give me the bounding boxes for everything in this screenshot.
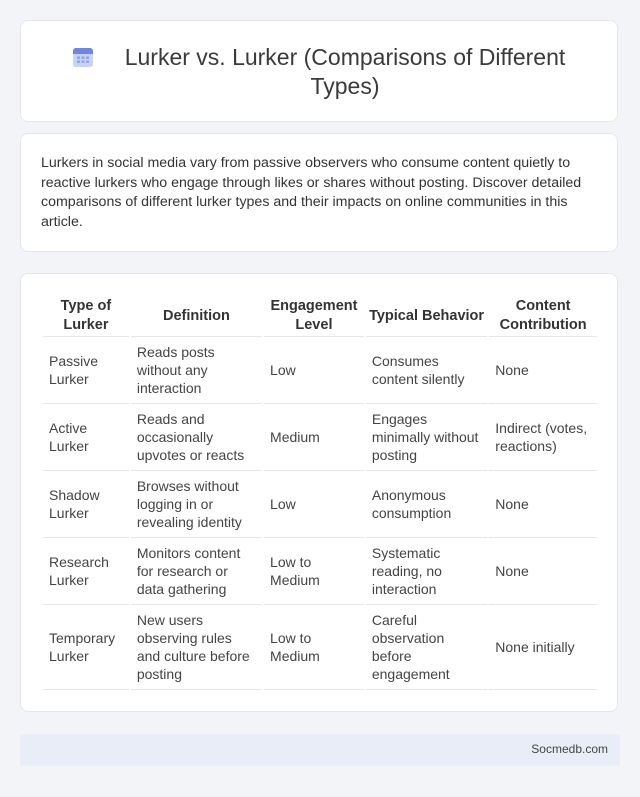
footer-bar bbox=[20, 734, 620, 766]
table-cell: None bbox=[489, 337, 597, 404]
column-header: Definition bbox=[131, 296, 262, 337]
source-credit: Socmedb.com bbox=[531, 742, 608, 756]
table-cell: None bbox=[489, 538, 597, 605]
table-cell: Careful observation before engagement bbox=[366, 605, 487, 690]
table-cell: Consumes content silently bbox=[366, 337, 487, 404]
table-cell: Low bbox=[264, 471, 364, 538]
page-title: Lurker vs. Lurker (Comparisons of Different Types) bbox=[124, 44, 566, 99]
table-cell: Passive Lurker bbox=[43, 337, 129, 404]
table-cell: Reads posts without any interaction bbox=[131, 337, 262, 404]
table-cell: Browses without logging in or revealing identity bbox=[131, 471, 262, 538]
table-row bbox=[43, 471, 597, 538]
table-cell: Monitors content for research or data gathering bbox=[131, 538, 262, 605]
column-header: Typical Behavior bbox=[366, 296, 487, 337]
table-cell: Research Lurker bbox=[43, 538, 129, 605]
table-cell: Active Lurker bbox=[43, 404, 129, 471]
table-cell: Reads and occasionally upvotes or reacts bbox=[131, 404, 262, 471]
table-cell: Systematic reading, no interaction bbox=[366, 538, 487, 605]
table-cell: Low bbox=[264, 337, 364, 404]
table-cell: Shadow Lurker bbox=[43, 471, 129, 538]
table-cell: Low to Medium bbox=[264, 538, 364, 605]
table-header-row bbox=[43, 296, 597, 337]
column-header: Engagement Level bbox=[264, 296, 364, 337]
table-cell: None bbox=[489, 471, 597, 538]
table-row bbox=[43, 605, 597, 690]
intro-paragraph: Lurkers in social media vary from passive observers who consume content quietly to reactive lurkers who engage through likes or shares without posting. Discover detailed comparisons of different lurker types and their impacts on online communities in this article. bbox=[41, 155, 582, 230]
table-cell: New users observing rules and culture before posting bbox=[131, 605, 262, 690]
table-cell: Temporary Lurker bbox=[43, 605, 129, 690]
table-cell: Medium bbox=[264, 404, 364, 471]
intro-card bbox=[20, 133, 618, 252]
table-cell: Indirect (votes, reactions) bbox=[489, 404, 597, 471]
table-row bbox=[43, 538, 597, 605]
table-cell: Anonymous consumption bbox=[366, 471, 487, 538]
table-cell: Low to Medium bbox=[264, 605, 364, 690]
table-row bbox=[43, 337, 597, 404]
table-cell: None initially bbox=[489, 605, 597, 690]
title-card bbox=[20, 20, 618, 122]
column-header: Content Contribution bbox=[489, 296, 597, 337]
column-header: Type of Lurker bbox=[43, 296, 129, 337]
comparison-table bbox=[41, 296, 599, 690]
table-card bbox=[20, 273, 618, 712]
table-row bbox=[43, 404, 597, 471]
table-cell: Engages minimally without posting bbox=[366, 404, 487, 471]
